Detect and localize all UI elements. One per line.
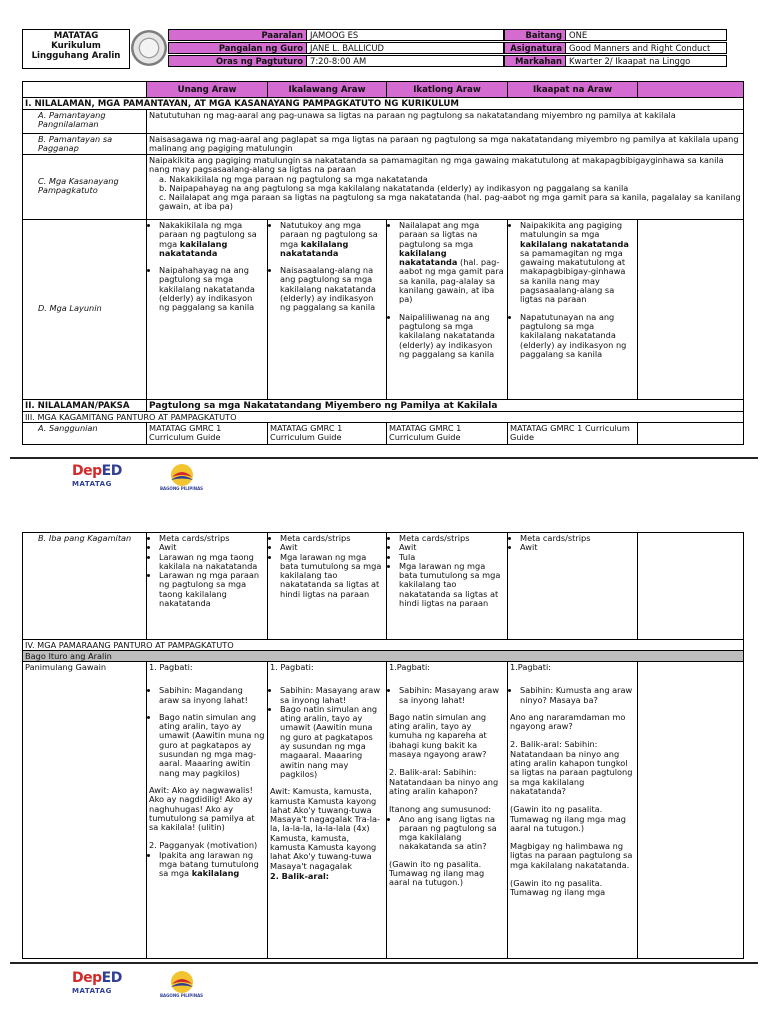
meta-value-paaralan: JAMOOG ES [306, 29, 504, 41]
row-a-label: A. Pamantayang Pangnilalaman [22, 109, 147, 134]
bagong-pilipinas-logo-1 [160, 463, 204, 493]
layunin-day-3 [386, 219, 508, 400]
sanggunian-day-3: MATATAG GMRC 1 Curriculum Guide [386, 422, 508, 445]
sanggunian-day-4: MATATAG GMRC 1 Curriculum Guide [507, 422, 638, 445]
row-c-content [146, 154, 744, 220]
kagamitan-extra [637, 532, 744, 640]
panimula-day-4 [507, 661, 638, 959]
kagamitan-day-3 [386, 532, 508, 640]
deped-logo-ed-text: ED [101, 970, 122, 986]
panimula-2-awit: Awit: Kamusta, kamusta, kamusta Kamusta kayong lahat Ako'y tuwang-tuwa Masaya't nagagalak Tra-la-la, la-la-la, la-la-lala (4x) Kamusta, kamusta, kamusta Kamusta kayong lahat Ako'y tuwang-tuwa Masaya't nagagalak [270, 786, 380, 871]
panimula-2-bullet-2: • Bago natin simulan ang ating aralin, tayo ay umawit (Aawitin muna ng guro at pagkatapos ay susundan ng mga magaaral. Maaaring awitin nang may pagkilos) [280, 705, 384, 779]
section-2-topic: Pagtulong sa mga Nakatatandang Miyembero ng Pamilya at Kakilala [146, 399, 744, 412]
meta-label-guro: Pangalan ng Guro [168, 42, 307, 54]
row-b-label: B. Pamantayan sa Pagganap [22, 133, 147, 155]
kagamitan-4-item-1: • Meta cards/strips [520, 534, 635, 543]
row-c-label: C. Mga Kasanayang Pampagkatuto [22, 154, 147, 220]
panimula-1-bullet-1: • Sabihin: Magandang araw sa inyong lahat! [159, 686, 265, 705]
meta-label-markahan: Markahan [504, 55, 566, 67]
meta-value-baitang: ONE [565, 29, 727, 41]
row-a-text: Natututuhan ng mag-aaral ang pag-unawa sa ligtas na paraan ng pagtulong sa nakatatandang miyembro ng pamilya at kakilala [146, 109, 744, 134]
page-divider-1 [10, 457, 758, 459]
layunin-day-1 [146, 219, 268, 400]
bagong-pilipinas-text: BAGONG PILIPINAS [160, 486, 204, 491]
kagamitan-2-item-1: • Meta cards/strips [280, 534, 384, 543]
panimula-1-awit: Awit: Ako ay nagwawalis! Ako ay nagdidilig! Ako ay naghuhugas! Ako ay tumutulong sa pamilya at sa kakilala! (ulitin) [149, 784, 255, 833]
day-header-3: Ikatlong Araw [386, 81, 508, 98]
panimula-3-pagbati: 1.Pagbati: [389, 662, 431, 672]
kagamitan-day-1 [146, 532, 268, 640]
panimula-3-gawin: (Gawin ito ng pasalita. Tumawag ng ilang mag aaral na tutugon.) [389, 858, 485, 888]
day-header-blank [22, 81, 147, 98]
matatag-logo-text: MATATAG [72, 986, 112, 995]
kagamitan-2-item-3: • Mga larawan ng mga bata tumutulong sa mga kakilalang tao nakatatanda sa ligtas at hindi ligtas na paraan [280, 553, 384, 599]
kagamitan-3-item-4: • Mga larawan ng mga bata tumutulong sa mga kakilalang tao nakatatanda sa ligtas at hindi ligtas na paraan [399, 562, 505, 608]
layunin-day-2 [267, 219, 387, 400]
bago-ituro-heading: Bago Ituro ang Aralin [22, 650, 744, 662]
kagamitan-1-item-3: • Larawan ng mga taong kakilala na nakatatanda [159, 553, 265, 572]
panimula-4-para-1: Ano ang nararamdaman mo ngayong araw? [510, 711, 626, 732]
plan-title-line-3: Lingguhang Aralin [31, 51, 121, 61]
day-header-2: Ikalawang Araw [267, 81, 387, 98]
row-c-intro: Naipakikita ang pagiging matulungin sa nakatatanda sa pamamagitan ng mga gawaing makatutulong at makapagbibigayginhawa sa kanila nang may pagsasaalang-alang sa ligtas na paraan [149, 155, 724, 175]
deped-logo-2 [72, 970, 152, 1006]
kagamitan-1-item-1: • Meta cards/strips [159, 534, 265, 543]
panimula-day-3 [386, 661, 508, 959]
deped-seal-icon [131, 30, 167, 66]
kagamitan-1-item-2: • Awit [159, 543, 265, 552]
row-sanggunian-label: A. Sanggunian [22, 422, 147, 445]
panimula-3-para-1: Bago natin simulan ang ating aralin, tayo ay kumuha ng kapareha at ibahagi kung bakit ka masaya ngayong araw? [389, 711, 487, 760]
kagamitan-day-2 [267, 532, 387, 640]
panimula-2-bullet-1: • Sabihin: Masayang araw sa inyong lahat! [280, 686, 384, 705]
kagamitan-day-4 [507, 532, 638, 640]
panimula-4-gawin-2: (Gawin ito ng pasalita. Tumawag ng ilang mga [510, 878, 606, 898]
day-header-1: Unang Araw [146, 81, 268, 98]
deped-logo-ed-text: ED [101, 463, 122, 479]
kagamitan-4-item-2: • Awit [520, 543, 635, 552]
layunin-day-4 [507, 219, 638, 400]
layunin-1-item-1: • Nakakikilala ng mga paraan ng pagtulong sa mga kakilalang nakatatanda [159, 221, 265, 258]
day-header-extra [637, 81, 744, 98]
meta-value-markahan: Kwarter 2/ Ikaapat na Linggo [565, 55, 727, 67]
layunin-3-item-1: • Nailalapat ang mga paraan sa ligtas na pagtulong sa mga kakilalang nakatatanda (hal. pag-aabot ng mga gamit para sa kanila, pag-alalay sa kanilang gawain, at iba pa) [399, 221, 505, 305]
panimula-1-pagganyak: 2. Pagganyak (motivation) [149, 840, 258, 851]
layunin-1-item-2: • Naipahahayag na ang pagtulong sa mga kakilalang nakatatanda (elderly) ay indikasyon ng paggalang sa kanila [159, 266, 265, 312]
deped-logo-dep-text: Dep [72, 463, 102, 479]
panimula-3-balik-aral: 2. Balik-aral: Sabihin: Natatandaan ba ninyo ang ating aralin kahapon? [389, 767, 499, 796]
panimula-4-halimbawa: Magbigay ng halimbawa ng ligtas na paraan pagtulong sa mga kakilalang nakatatanda. [510, 841, 633, 870]
layunin-2-item-1: • Natutukoy ang mga paraan ng pagtulong sa mga kakilalang nakatatanda [280, 221, 384, 258]
sanggunian-day-2: MATATAG GMRC 1 Curriculum Guide [267, 422, 387, 445]
section-3-heading: III. MGA KAGAMITANG PANTURO AT PAMPAGKATUTO [22, 411, 744, 423]
kagamitan-3-item-3: • Tula [399, 553, 505, 562]
sanggunian-extra [637, 422, 744, 445]
kagamitan-1-item-4: • Larawan ng mga paraan ng pagtulong sa mga taong kakilalang nakatatanda [159, 571, 265, 608]
kagamitan-3-item-1: • Meta cards/strips [399, 534, 505, 543]
row-c-item-b: b. Naipapahayag na ang pagtulong sa mga kakilalang nakatatanda (elderly) ay indikasyon ng paggalang sa kanila [159, 182, 629, 193]
panimula-3-itanong: Itanong ang sumusunod: [389, 804, 492, 815]
plan-title-box [22, 29, 130, 69]
meta-value-asignatura: Good Manners and Right Conduct [565, 42, 727, 54]
row-panimula-label: Panimulang Gawain [22, 661, 147, 959]
row-c-item-a: a. Nakakikilala ng mga paraan ng pagtulong sa mga nakatatanda [159, 173, 428, 184]
panimula-3-bullet-2: • Ano ang isang ligtas na paraan ng pagtulong sa mga kakilalang nakakatanda sa atin? [399, 815, 505, 852]
row-d-label: D. Mga Layunin [22, 219, 147, 400]
page-divider-2 [10, 962, 758, 964]
layunin-3-item-2: • Naipaliliwanag na ang pagtulong sa mga kakilalang nakatatanda (elderly) ay indikasyon ng paggalang sa kanila [399, 313, 505, 359]
panimula-day-2 [267, 661, 387, 959]
meta-value-oras: 7:20-8:00 AM [306, 55, 504, 67]
row-c-item-c: c. Nailalapat ang mga paraan sa ligtas na pagtulong sa mga nakatatanda (hal. pag-aabot ng mga gamit para sa kanila, pagalalay sa kanilang gawain, at iba pa) [159, 192, 741, 212]
panimula-4-bullet-1: • Sabihin: Kumusta ang araw ninyo? Masaya ba? [520, 686, 635, 705]
panimula-1-bullet-3: • Ipakita ang larawan ng mga batang tumutulong sa mga kakilalang [159, 851, 265, 879]
meta-label-paaralan: Paaralan [168, 29, 307, 41]
matatag-logo-text: MATATAG [72, 479, 112, 488]
panimula-4-gawin-1: (Gawin ito ng pasalita. Tumawag ng ilang mga mag aaral na tutugon.) [510, 804, 626, 833]
layunin-4-item-1: • Naipakikita ang pagiging matulungin sa mga kakilalang nakatatanda sa pamamagitan ng mga gawaing makatutulong at makapagbibigay-ginhawa sa kanila nang may pagsasaalang-alang sa ligtas na paraan [520, 221, 635, 305]
panimula-1-bullet-2: • Bago natin simulan ang ating aralin, tayo ay umawit (Aawitin muna ng guro at pagkatapos ay susundan ng mga mag-aaral. Maaaring awitin nang may pagkilos) [159, 713, 265, 778]
kagamitan-3-item-2: • Awit [399, 543, 505, 552]
bagong-pilipinas-text: BAGONG PILIPINAS [160, 993, 204, 998]
panimula-4-balik-aral: 2. Balik-aral: Sabihin: Natatandaan ba ninyo ang ating aralin kahapon tungkol sa ligtas na paraan pagtulong sa mga kakilalang nakatatanda? [510, 739, 633, 796]
panimula-3-bullet-1: • Sabihin: Masayang araw sa inyong lahat! [399, 686, 505, 705]
layunin-4-item-2: • Napatutunayan na ang pagtulong sa mga kakilalang nakatatanda (elderly) ay indikasyon ng paggalang sa kanila [520, 313, 635, 359]
row-b-text: Naisasagawa ng mag-aaral ang paglapat sa mga ligtas na paraan ng pagtulong sa mga nakatatandang miyembro ng pamilya at kakilala upang malinang ang pagiging matulungin [146, 133, 744, 155]
section-1-heading: I. NILALAMAN, MGA PAMANTAYAN, AT MGA KASANAYANG PAMPAGKATUTO NG KURIKULUM [22, 97, 744, 110]
layunin-2-item-2: • Naisasaalang-alang na ang pagtulong sa mga kakilalang nakatatanda (elderly) ay indikasyon ng paggalang sa kanila [280, 266, 384, 312]
panimula-2-balik-aral: 2. Balik-aral: [270, 870, 330, 881]
deped-logo-dep-text: Dep [72, 970, 102, 986]
panimula-day-1 [146, 661, 268, 959]
section-2-heading: II. NILALAMAN/PAKSA [22, 399, 147, 412]
panimula-extra [637, 661, 744, 959]
layunin-extra [637, 219, 744, 400]
section-4-heading: IV. MGA PAMARAANG PANTURO AT PAMPAGKATUTO [22, 639, 744, 651]
sanggunian-day-1: MATATAG GMRC 1 Curriculum Guide [146, 422, 268, 445]
meta-label-baitang: Baitang [504, 29, 566, 41]
kagamitan-2-item-2: • Awit [280, 543, 384, 552]
meta-label-oras: Oras ng Pagtuturo [168, 55, 307, 67]
row-iba-label: B. Iba pang Kagamitan [22, 532, 147, 640]
day-header-4: Ikaapat na Araw [507, 81, 638, 98]
deped-logo-1 [72, 463, 152, 499]
meta-value-guro: JANE L. BALLICUD [306, 42, 504, 54]
plan-title-line-2: Kurikulum [51, 41, 101, 51]
plan-title-line-1: MATATAG [53, 31, 99, 41]
panimula-1-pagbati: 1. Pagbati: [149, 662, 193, 672]
panimula-4-pagbati: 1.Pagbati: [510, 662, 552, 672]
meta-label-asignatura: Asignatura [504, 42, 566, 54]
bagong-pilipinas-logo-2 [160, 970, 204, 1000]
panimula-2-pagbati: 1. Pagbati: [270, 662, 314, 672]
